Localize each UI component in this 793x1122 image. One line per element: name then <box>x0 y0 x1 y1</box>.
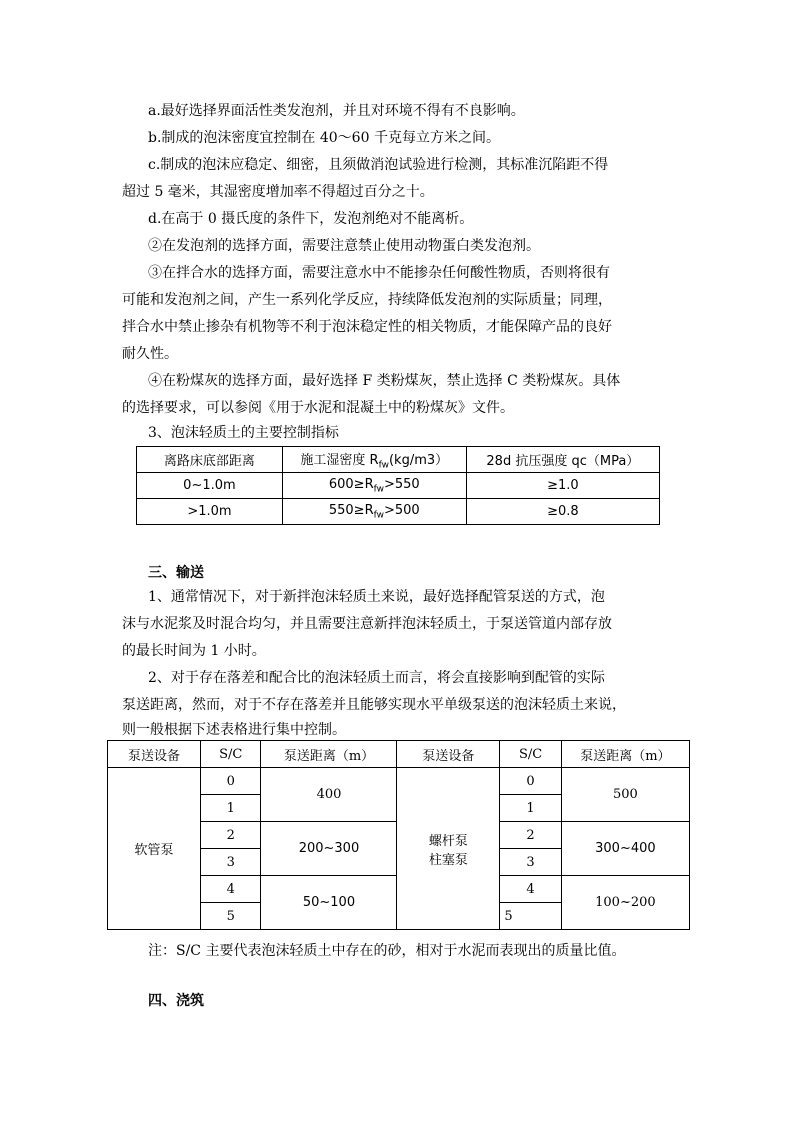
cell-sc: 0 <box>200 768 261 795</box>
heading-transport: 三、输送 <box>148 565 204 581</box>
item-c-line1: c.制成的泡沫应稳定、细密，且须做消泡试验进行检测，其标准沉陷距不得 <box>148 157 609 173</box>
header-density: 施工湿密度 $R_{fw}(kg/m3)$ <box>282 447 466 473</box>
pumping-distance-table <box>107 740 690 930</box>
paragraph-water-line1: ③在拌合水的选择方面，需要注意水中不能掺杂任何酸性物质，否则将很有 <box>148 265 610 281</box>
paragraph-water-line3: 拌合水中禁止掺杂有机物等不利于泡沫稳定性的相关物质，才能保障产品的良好 <box>122 319 612 335</box>
table-row <box>137 499 660 525</box>
cell-distance: 300~400 <box>561 822 689 876</box>
cell-sc: 1 <box>200 795 261 822</box>
header-equipment-right: 泵送设备 <box>397 741 500 768</box>
cell-sc: 1 <box>500 795 562 822</box>
cell-strength: ≥0.8 <box>466 499 659 525</box>
cell-density: $550\ge R_{fw}>500$ <box>282 499 466 525</box>
paragraph-foaming-agent: ②在发泡剂的选择方面，需要注意禁止使用动物蛋白类发泡剂。 <box>148 238 540 254</box>
cell-sc: 3 <box>500 849 562 876</box>
table-header-row <box>108 741 690 768</box>
cell-sc: 3 <box>200 849 261 876</box>
header-equipment-left: 泵送设备 <box>108 741 201 768</box>
cell-strength: ≥1.0 <box>466 473 659 499</box>
paragraph-water-line2: 可能和发泡剂之间，产生一系列化学反应，持续降低发泡剂的实际质量；同理， <box>122 292 612 308</box>
transport-p1-line2: 沫与水泥浆及时混合均匀，并且需要注意新拌泡沫轻质土，于泵送管道内部存放 <box>122 616 612 632</box>
control-index-table <box>136 446 660 525</box>
transport-p2-line2: 泵送距离，然而，对于不存在落差并且能够实现水平单级泵送的泡沫轻质土来说， <box>122 697 626 713</box>
item-a: a.最好选择界面活性类发泡剂，并且对环境不得有不良影响。 <box>148 103 525 119</box>
header-strength: 28d 抗压强度 qc（MPa） <box>466 447 659 473</box>
header-distance-right: 泵送距离（m） <box>561 741 689 768</box>
cell-distance: 50~100 <box>261 876 397 930</box>
cell-sc: 5 <box>200 903 261 930</box>
cell-sc: 2 <box>200 822 261 849</box>
cell-distance: 500 <box>561 768 689 822</box>
header-distance: 离路床底部距离 <box>137 447 283 473</box>
transport-p1-line1: 1、通常情况下，对于新拌泡沫轻质土来说，最好选择配管泵送的方式，泡 <box>148 589 605 605</box>
table-row <box>137 473 660 499</box>
cell-distance: 100~200 <box>561 876 689 930</box>
cell-sc: 4 <box>500 876 562 903</box>
header-distance-left: 泵送距离（m） <box>261 741 397 768</box>
item-c-line2: 超过 5 毫米，其湿密度增加率不得超过百分之十。 <box>122 184 434 200</box>
cell-hose-pump: 软管泵 <box>108 768 201 930</box>
item-d: d.在高于 0 摄氏度的条件下，发泡剂绝对不能离析。 <box>148 211 474 227</box>
transport-p2-line3: 则一般根据下述表格进行集中控制。 <box>122 722 346 738</box>
cell-distance: 400 <box>261 768 397 822</box>
heading-pouring: 四、浇筑 <box>148 993 204 1009</box>
paragraph-flyash-line1: ④在粉煤灰的选择方面，最好选择 F 类粉煤灰，禁止选择 C 类粉煤灰。具体 <box>148 373 621 389</box>
item-b: b.制成的泡沫密度宜控制在 40～60 千克每立方米之间。 <box>148 130 500 146</box>
cell-sc: 2 <box>500 822 562 849</box>
cell-sc: 5 <box>500 903 562 930</box>
cell-distance: >1.0m <box>137 499 283 525</box>
paragraph-flyash-line2: 的选择要求，可以参阅《用于水泥和混凝土中的粉煤灰》文件。 <box>122 400 514 416</box>
header-sc-left: S/C <box>200 741 261 768</box>
paragraph-water-line4: 耐久性。 <box>122 346 178 362</box>
cell-density: $600\ge R_{fw}>550$ <box>282 473 466 499</box>
cell-sc: 4 <box>200 876 261 903</box>
cell-sc: 0 <box>500 768 562 795</box>
cell-screw-plunger-pump: 螺杆泵 柱塞泵 <box>397 768 500 930</box>
header-sc-right: S/C <box>500 741 562 768</box>
table-note: 注：S/C 主要代表泡沫轻质土中存在的砂，相对于水泥而表现出的质量比值。 <box>148 943 626 959</box>
transport-p1-line3: 的最长时间为 1 小时。 <box>122 643 266 659</box>
table-row <box>108 768 690 795</box>
cell-distance: 0~1.0m <box>137 473 283 499</box>
section-3-title: 3、泡沫轻质土的主要控制指标 <box>148 425 339 441</box>
cell-distance: 200~300 <box>261 822 397 876</box>
table-header-row <box>137 447 660 473</box>
transport-p2-line1: 2、对于存在落差和配合比的泡沫轻质土而言，将会直接影响到配管的实际 <box>148 670 605 686</box>
